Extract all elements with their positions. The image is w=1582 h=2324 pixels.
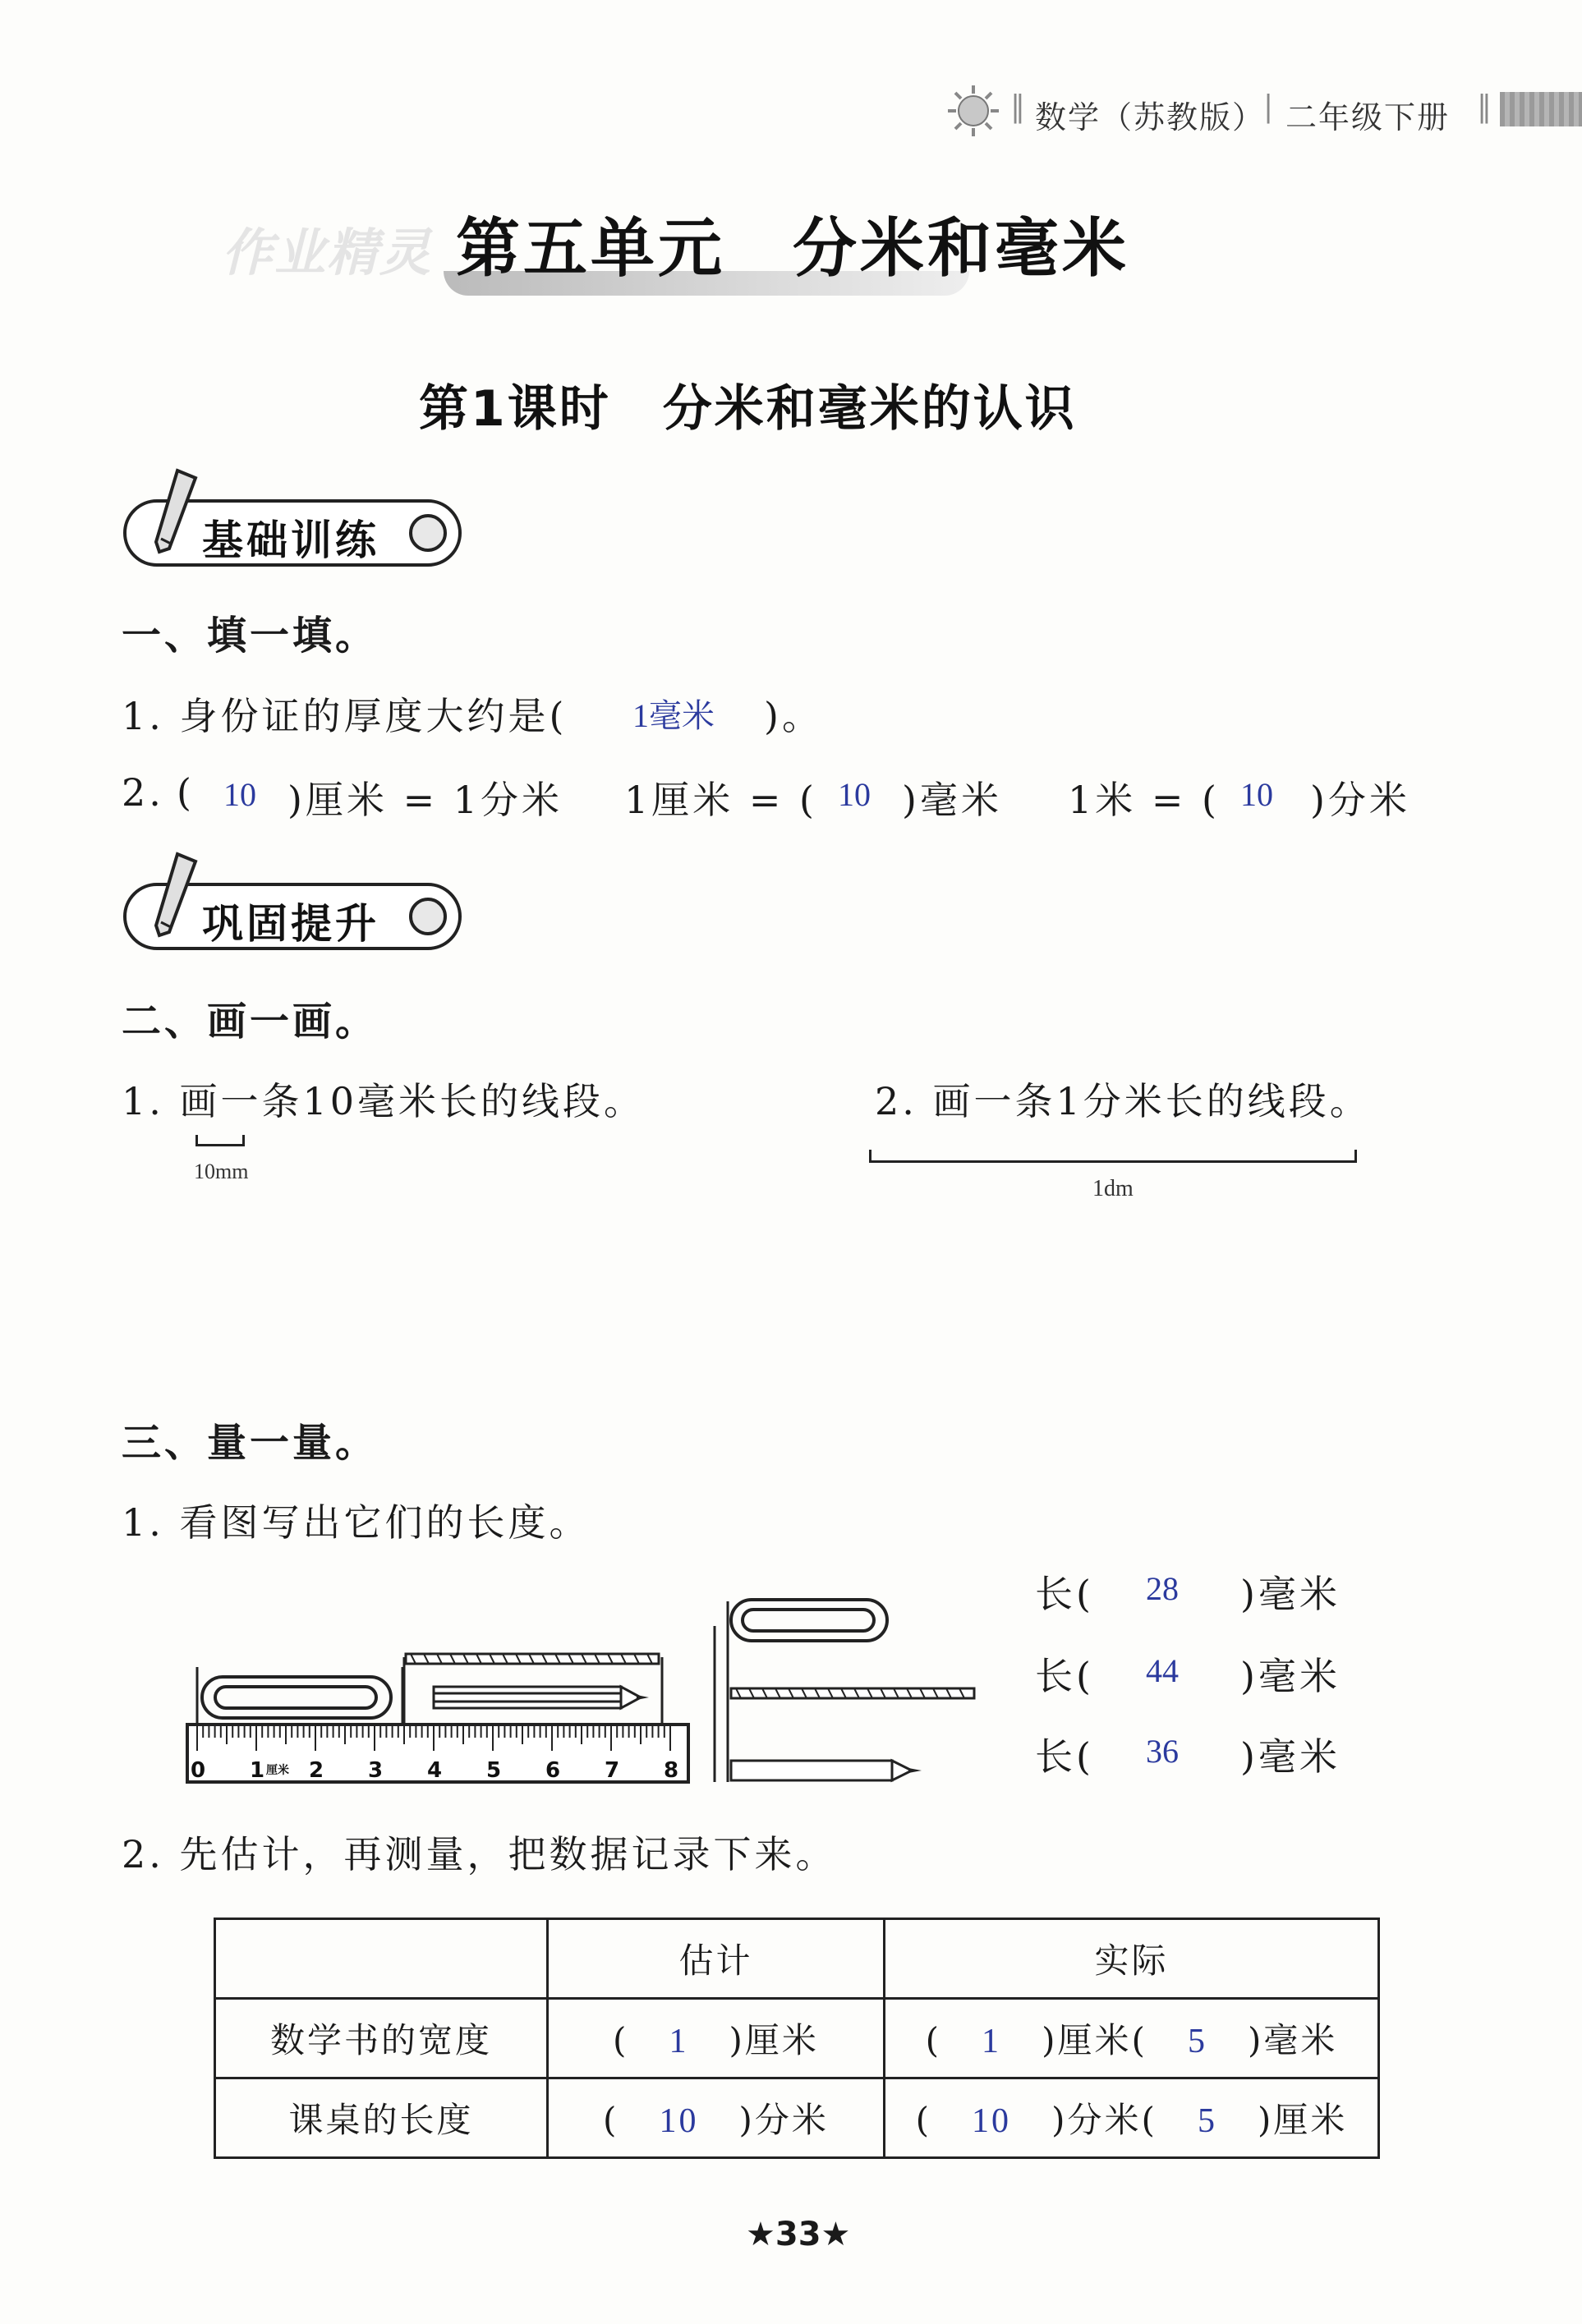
s2-q1: 1. 画一条10毫米长的线段。 <box>122 1079 646 1123</box>
s2-q1-line-10mm <box>195 1135 245 1146</box>
len1-value: 28 <box>1146 1570 1179 1607</box>
pencil-right-icon <box>731 1761 912 1780</box>
len2-value: 44 <box>1146 1652 1179 1689</box>
section3-title: 三、量一量。 <box>122 1420 379 1466</box>
ruler-label: 7 <box>605 1758 620 1783</box>
ruler-label: 5 <box>486 1758 502 1783</box>
paperclip-icon <box>202 1677 391 1718</box>
actual-value-2: 5 <box>1187 2023 1207 2060</box>
actual-value-1: 10 <box>972 2102 1012 2140</box>
s3-q2: 2. 先估计，再测量，把数据记录下来。 <box>122 1832 837 1876</box>
s1-q2-number: 2. <box>122 770 164 815</box>
table-cell-item: 课桌的长度 <box>215 2078 548 2158</box>
sun-icon <box>945 82 1002 140</box>
unit-title: 第五单元 分米和毫米 <box>456 211 1130 286</box>
s1-q2-answer2: 10 <box>838 776 871 813</box>
header-grade: 二年级下册 <box>1285 99 1451 135</box>
actual-value-2: 5 <box>1197 2102 1217 2140</box>
header-bar <box>1500 92 1582 126</box>
ruler-label: 3 <box>368 1758 384 1783</box>
len3-prefix: 长( <box>1035 1734 1094 1779</box>
s1-q2-text2: 1厘米 = ( <box>624 778 817 822</box>
star-icon: ★ <box>821 2216 851 2253</box>
pencil-small-icon <box>434 1687 641 1708</box>
table-cell-actual: ( 10 )分米( 5 )厘米 <box>885 2078 1379 2158</box>
s1-q2-text4: 1米 = ( <box>1068 778 1220 822</box>
table-cell-estimate: ( 1 )厘米 <box>548 1999 885 2078</box>
record-table <box>214 1918 1380 2159</box>
len1-unit: )毫米 <box>1240 1572 1341 1616</box>
s1-q2-text1: )厘米 = 1分米 <box>287 778 563 822</box>
ruler-label: 6 <box>545 1758 561 1783</box>
section1-title: 一、填一填。 <box>122 613 379 659</box>
s2-q2-line-1dm <box>869 1150 1357 1163</box>
len1-prefix: 长( <box>1035 1572 1094 1616</box>
len3-value: 36 <box>1146 1733 1179 1770</box>
s2-q2: 2. 画一条1分米长的线段。 <box>875 1079 1371 1123</box>
ruler-unit: 厘米 <box>266 1764 289 1777</box>
page-number <box>746 2216 850 2253</box>
s1-q1 <box>122 687 1354 741</box>
s1-q1-prefix: 1. 身份证的厚度大约是( <box>122 694 568 738</box>
s1-q2-answer1: 10 <box>223 776 256 813</box>
s1-q1-answer: 1毫米 <box>632 697 715 734</box>
table-header-cell: 估计 <box>548 1919 885 1999</box>
estimate-value: 1 <box>669 2023 689 2060</box>
s1-q2-answer3: 10 <box>1240 776 1273 813</box>
s2-q2-answer: 1dm <box>1092 1176 1134 1201</box>
len2-unit: )毫米 <box>1240 1654 1341 1698</box>
ruler-label: 8 <box>664 1758 679 1783</box>
ruler-label: 2 <box>309 1758 324 1783</box>
s1-q1-suffix: )。 <box>764 694 823 738</box>
s1-q2-text3: )毫米 <box>902 778 1002 822</box>
paperclip-right-icon <box>731 1600 887 1641</box>
header-subject: 数学（苏教版） <box>1035 99 1266 135</box>
ruler-label: 1 <box>250 1758 265 1783</box>
ring-icon <box>409 898 447 935</box>
table-header-cell <box>215 1919 548 1999</box>
ring-icon <box>409 514 447 552</box>
pencil-icon <box>145 466 202 565</box>
ruler-figure <box>172 1585 1027 1790</box>
ruler-label: 0 <box>191 1758 206 1783</box>
tag-consolidate-label: 巩固提升 <box>202 900 379 948</box>
length-answers <box>1035 1564 1380 1811</box>
star-icon: ★ <box>746 2216 775 2253</box>
header: ‖ 数学（苏教版） | 二年级下册 ‖ <box>928 82 1582 140</box>
len3-unit: )毫米 <box>1240 1734 1341 1779</box>
tag-basic-label: 基础训练 <box>202 517 379 564</box>
table-cell-estimate: ( 10 )分米 <box>548 2078 885 2158</box>
table-row <box>215 1999 1379 2078</box>
watermark-logo: 作业精灵 <box>222 223 433 282</box>
table-header-row <box>215 1919 1379 1999</box>
s3-q1: 1. 看图写出它们的长度。 <box>122 1500 591 1545</box>
s1-q2-text5: )分米 <box>1310 778 1410 822</box>
estimate-value: 10 <box>659 2102 699 2140</box>
table-cell-actual: ( 1 )厘米( 5 )毫米 <box>885 1999 1379 2078</box>
table-header-cell: 实际 <box>885 1919 1379 1999</box>
ruler-label: 4 <box>427 1758 443 1783</box>
s2-q1-answer: 10mm <box>194 1160 249 1183</box>
table-cell-item: 数学书的宽度 <box>215 1999 548 2078</box>
page-number-value: 33 <box>775 2216 821 2253</box>
actual-value-1: 1 <box>982 2023 1002 2060</box>
section2-title: 二、画一画。 <box>122 999 379 1045</box>
lesson-title: 第1课时 分米和毫米的认识 <box>419 380 1077 438</box>
pencil-icon <box>145 850 202 948</box>
table-row <box>215 2078 1379 2158</box>
len2-prefix: 长( <box>1035 1654 1094 1698</box>
